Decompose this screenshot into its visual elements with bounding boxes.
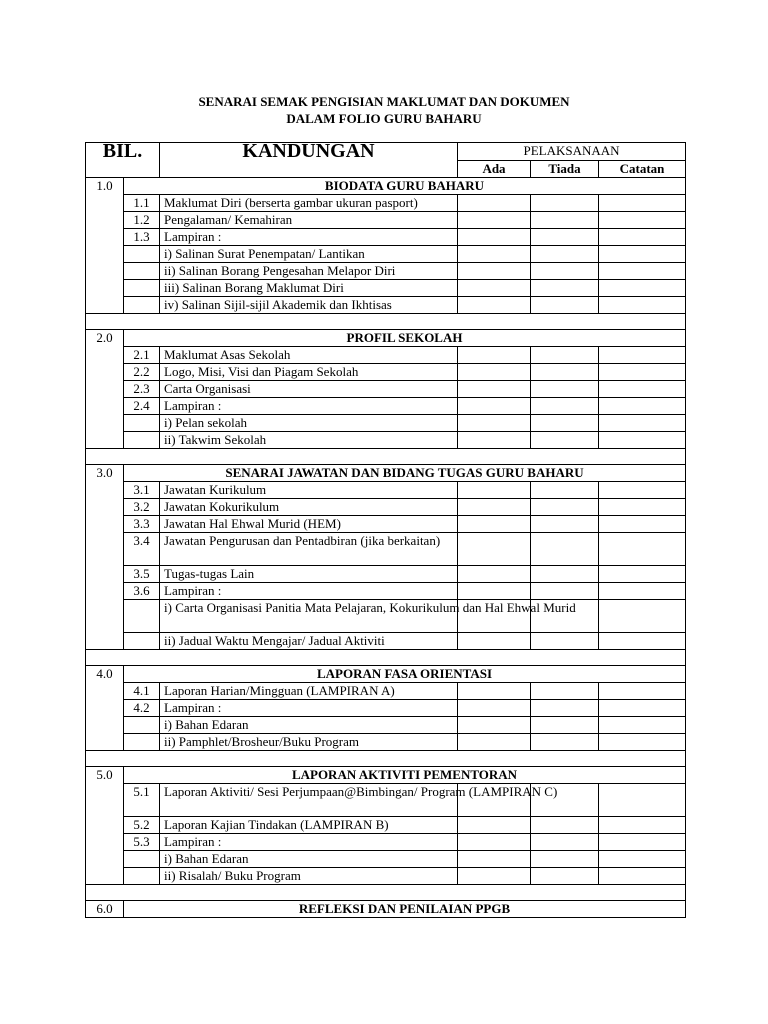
list-item [86, 784, 686, 817]
list-item [86, 683, 686, 700]
list-item [86, 499, 686, 516]
item-number [124, 868, 160, 885]
tiada-cell[interactable] [531, 229, 599, 246]
item-number: 2.2 [124, 364, 160, 381]
section-number: 6.0 [86, 901, 124, 918]
checklist-table [85, 142, 686, 918]
catatan-cell[interactable] [599, 700, 686, 717]
ada-cell[interactable] [458, 415, 531, 432]
item-number: 2.4 [124, 398, 160, 415]
ada-cell[interactable] [458, 398, 531, 415]
item-number: 5.2 [124, 817, 160, 834]
ada-cell[interactable] [458, 229, 531, 246]
list-item [86, 212, 686, 229]
spacer-cell [86, 751, 686, 767]
item-text: ii) Takwim Sekolah [160, 432, 458, 449]
item-text: i) Bahan Edaran [160, 717, 458, 734]
item-number: 3.4 [124, 533, 160, 566]
list-item [86, 566, 686, 583]
catatan-cell[interactable] [599, 381, 686, 398]
item-number: 3.3 [124, 516, 160, 533]
item-text: Maklumat Asas Sekolah [160, 347, 458, 364]
item-number [124, 297, 160, 314]
tiada-cell[interactable] [531, 499, 599, 516]
item-text: Lampiran : [160, 700, 458, 717]
list-item [86, 633, 686, 650]
item-number: 2.1 [124, 347, 160, 364]
item-number [124, 633, 160, 650]
item-number [124, 600, 160, 633]
item-number: 3.5 [124, 566, 160, 583]
tiada-cell[interactable] [531, 263, 599, 280]
ada-cell[interactable] [458, 432, 531, 449]
list-item [86, 347, 686, 364]
item-text: Jawatan Kokurikulum [160, 499, 458, 516]
catatan-cell[interactable] [599, 415, 686, 432]
ada-cell[interactable] [458, 683, 531, 700]
item-text: Maklumat Diri (berserta gambar ukuran pasport) [160, 195, 458, 212]
item-number [124, 263, 160, 280]
spacer-row [86, 751, 686, 767]
item-number [124, 851, 160, 868]
catatan-cell[interactable] [599, 195, 686, 212]
list-item [86, 398, 686, 415]
tiada-cell[interactable] [531, 817, 599, 834]
section-number: 1.0 [86, 178, 124, 314]
list-item [86, 482, 686, 499]
item-number: 3.6 [124, 583, 160, 600]
ada-cell[interactable] [458, 817, 531, 834]
spacer-row [86, 314, 686, 330]
list-item [86, 415, 686, 432]
item-text: i) Salinan Surat Penempatan/ Lantikan [160, 246, 458, 263]
catatan-cell[interactable] [599, 533, 686, 566]
tiada-cell[interactable] [531, 533, 599, 566]
item-number [124, 717, 160, 734]
catatan-cell[interactable] [599, 817, 686, 834]
list-item [86, 868, 686, 885]
catatan-cell[interactable] [599, 364, 686, 381]
tiada-cell[interactable] [531, 583, 599, 600]
list-item [86, 381, 686, 398]
section-row [86, 666, 686, 683]
ada-cell[interactable] [458, 583, 531, 600]
tiada-cell[interactable] [531, 834, 599, 851]
item-number [124, 432, 160, 449]
section-title: SENARAI JAWATAN DAN BIDANG TUGAS GURU BAHARU [124, 465, 686, 482]
tiada-cell[interactable] [531, 195, 599, 212]
tiada-cell[interactable] [531, 398, 599, 415]
ada-cell[interactable] [458, 195, 531, 212]
list-item [86, 263, 686, 280]
item-text: ii) Risalah/ Buku Program [160, 868, 458, 885]
item-number [124, 734, 160, 751]
list-item [86, 280, 686, 297]
item-text: Carta Organisasi [160, 381, 458, 398]
ada-cell[interactable] [458, 851, 531, 868]
item-number: 2.3 [124, 381, 160, 398]
item-text: Laporan Harian/Mingguan (LAMPIRAN A) [160, 683, 458, 700]
catatan-cell[interactable] [599, 347, 686, 364]
document-title [0, 93, 768, 127]
tiada-cell[interactable] [531, 683, 599, 700]
tiada-cell[interactable] [531, 212, 599, 229]
tiada-cell[interactable] [531, 851, 599, 868]
list-item [86, 734, 686, 751]
catatan-cell[interactable] [599, 263, 686, 280]
item-text: iv) Salinan Sijil-sijil Akademik dan Ikhtisas [160, 297, 458, 314]
pelaksanaan-header: PELAKSANAAN [458, 143, 686, 161]
checklist-body [86, 140, 686, 918]
tiada-cell[interactable] [531, 347, 599, 364]
item-number [124, 280, 160, 297]
catatan-cell[interactable] [599, 734, 686, 751]
catatan-cell[interactable] [599, 499, 686, 516]
ada-cell[interactable] [458, 566, 531, 583]
list-item [86, 851, 686, 868]
ada-cell[interactable] [458, 700, 531, 717]
item-number [124, 415, 160, 432]
catatan-cell[interactable] [599, 784, 686, 817]
item-number: 5.1 [124, 784, 160, 817]
catatan-header: Catatan [599, 161, 686, 178]
tiada-cell[interactable] [531, 868, 599, 885]
title-line-1: SENARAI SEMAK PENGISIAN MAKLUMAT DAN DOKUMEN [198, 94, 570, 109]
item-text: Lampiran : [160, 834, 458, 851]
list-item [86, 700, 686, 717]
catatan-cell[interactable] [599, 633, 686, 650]
tiada-cell[interactable] [531, 717, 599, 734]
catatan-cell[interactable] [599, 482, 686, 499]
list-item [86, 246, 686, 263]
section-number: 4.0 [86, 666, 124, 751]
list-item [86, 817, 686, 834]
list-item [86, 533, 686, 566]
item-number: 3.2 [124, 499, 160, 516]
item-text: Tugas-tugas Lain [160, 566, 458, 583]
section-row [86, 901, 686, 918]
header-row-1 [86, 143, 686, 161]
item-text: Laporan Kajian Tindakan (LAMPIRAN B) [160, 817, 458, 834]
section-title: PROFIL SEKOLAH [124, 330, 686, 347]
section-title: LAPORAN FASA ORIENTASI [124, 666, 686, 683]
list-item [86, 195, 686, 212]
catatan-cell[interactable] [599, 432, 686, 449]
section-row [86, 767, 686, 784]
catatan-cell[interactable] [599, 717, 686, 734]
item-text: Logo, Misi, Visi dan Piagam Sekolah [160, 364, 458, 381]
section-title: REFLEKSI DAN PENILAIAN PPGB [124, 901, 686, 918]
tiada-cell[interactable] [531, 246, 599, 263]
list-item [86, 229, 686, 246]
item-text: i) Bahan Edaran [160, 851, 458, 868]
ada-cell[interactable] [458, 280, 531, 297]
item-text: Lampiran : [160, 229, 458, 246]
ada-cell[interactable] [458, 633, 531, 650]
item-text: Jawatan Pengurusan dan Pentadbiran (jika berkaitan) [160, 533, 458, 566]
ada-cell[interactable] [458, 381, 531, 398]
catatan-cell[interactable] [599, 851, 686, 868]
ada-cell[interactable] [458, 212, 531, 229]
ada-cell[interactable] [458, 533, 531, 566]
item-text: ii) Salinan Borang Pengesahan Melapor Diri [160, 263, 458, 280]
tiada-cell[interactable] [531, 280, 599, 297]
list-item [86, 834, 686, 851]
catatan-cell[interactable] [599, 229, 686, 246]
catatan-cell[interactable] [599, 683, 686, 700]
list-item [86, 600, 686, 633]
catatan-cell[interactable] [599, 398, 686, 415]
tiada-cell[interactable] [531, 364, 599, 381]
tiada-cell[interactable] [531, 297, 599, 314]
catatan-cell[interactable] [599, 566, 686, 583]
ada-cell[interactable] [458, 347, 531, 364]
spacer-row [86, 449, 686, 465]
bil-header: BIL. [86, 143, 160, 178]
ada-cell[interactable] [458, 263, 531, 280]
list-item [86, 717, 686, 734]
section-number: 2.0 [86, 330, 124, 449]
list-item [86, 432, 686, 449]
catatan-cell[interactable] [599, 212, 686, 229]
spacer-cell [86, 885, 686, 901]
item-text: i) Carta Organisasi Panitia Mata Pelajaran, Kokurikulum dan Hal Ehwal Murid [160, 600, 458, 633]
ada-cell[interactable] [458, 717, 531, 734]
section-title: BIODATA GURU BAHARU [124, 178, 686, 195]
item-text: iii) Salinan Borang Maklumat Diri [160, 280, 458, 297]
tiada-cell[interactable] [531, 734, 599, 751]
catatan-cell[interactable] [599, 600, 686, 633]
catatan-cell[interactable] [599, 246, 686, 263]
item-text: Pengalaman/ Kemahiran [160, 212, 458, 229]
section-number: 3.0 [86, 465, 124, 650]
item-number: 1.2 [124, 212, 160, 229]
list-item [86, 297, 686, 314]
tiada-cell[interactable] [531, 415, 599, 432]
section-row [86, 330, 686, 347]
tiada-cell[interactable] [531, 516, 599, 533]
tiada-cell[interactable] [531, 482, 599, 499]
ada-header: Ada [458, 161, 531, 178]
section-title: LAPORAN AKTIVITI PEMENTORAN [124, 767, 686, 784]
item-number: 5.3 [124, 834, 160, 851]
item-number: 4.2 [124, 700, 160, 717]
item-number: 4.1 [124, 683, 160, 700]
item-text: Laporan Aktiviti/ Sesi Perjumpaan@Bimbingan/ Program (LAMPIRAN C) [160, 784, 458, 817]
kandungan-header: KANDUNGAN [160, 143, 458, 178]
spacer-row [86, 650, 686, 666]
ada-cell[interactable] [458, 516, 531, 533]
catatan-cell[interactable] [599, 583, 686, 600]
ada-cell[interactable] [458, 482, 531, 499]
catatan-cell[interactable] [599, 280, 686, 297]
ada-cell[interactable] [458, 734, 531, 751]
tiada-cell[interactable] [531, 432, 599, 449]
section-row [86, 178, 686, 195]
item-text: Jawatan Kurikulum [160, 482, 458, 499]
catatan-cell[interactable] [599, 868, 686, 885]
spacer-cell [86, 650, 686, 666]
ada-cell[interactable] [458, 297, 531, 314]
list-item [86, 364, 686, 381]
ada-cell[interactable] [458, 499, 531, 516]
catatan-cell[interactable] [599, 516, 686, 533]
spacer-cell [86, 314, 686, 330]
tiada-cell[interactable] [531, 381, 599, 398]
item-number [124, 246, 160, 263]
tiada-cell[interactable] [531, 566, 599, 583]
item-number: 3.1 [124, 482, 160, 499]
tiada-header: Tiada [531, 161, 599, 178]
ada-cell[interactable] [458, 364, 531, 381]
ada-cell[interactable] [458, 868, 531, 885]
list-item [86, 516, 686, 533]
item-text: Lampiran : [160, 398, 458, 415]
title-line-2: DALAM FOLIO GURU BAHARU [286, 111, 482, 126]
spacer-row [86, 885, 686, 901]
spacer-cell [86, 449, 686, 465]
item-text: ii) Pamphlet/Brosheur/Buku Program [160, 734, 458, 751]
catatan-cell[interactable] [599, 834, 686, 851]
tiada-cell[interactable] [531, 700, 599, 717]
item-text: Lampiran : [160, 583, 458, 600]
catatan-cell[interactable] [599, 297, 686, 314]
list-item [86, 583, 686, 600]
item-text: Jawatan Hal Ehwal Murid (HEM) [160, 516, 458, 533]
item-text: i) Pelan sekolah [160, 415, 458, 432]
tiada-cell[interactable] [531, 633, 599, 650]
ada-cell[interactable] [458, 834, 531, 851]
ada-cell[interactable] [458, 246, 531, 263]
item-number: 1.1 [124, 195, 160, 212]
section-number: 5.0 [86, 767, 124, 885]
item-number: 1.3 [124, 229, 160, 246]
section-row [86, 465, 686, 482]
item-text: ii) Jadual Waktu Mengajar/ Jadual Aktiviti [160, 633, 458, 650]
